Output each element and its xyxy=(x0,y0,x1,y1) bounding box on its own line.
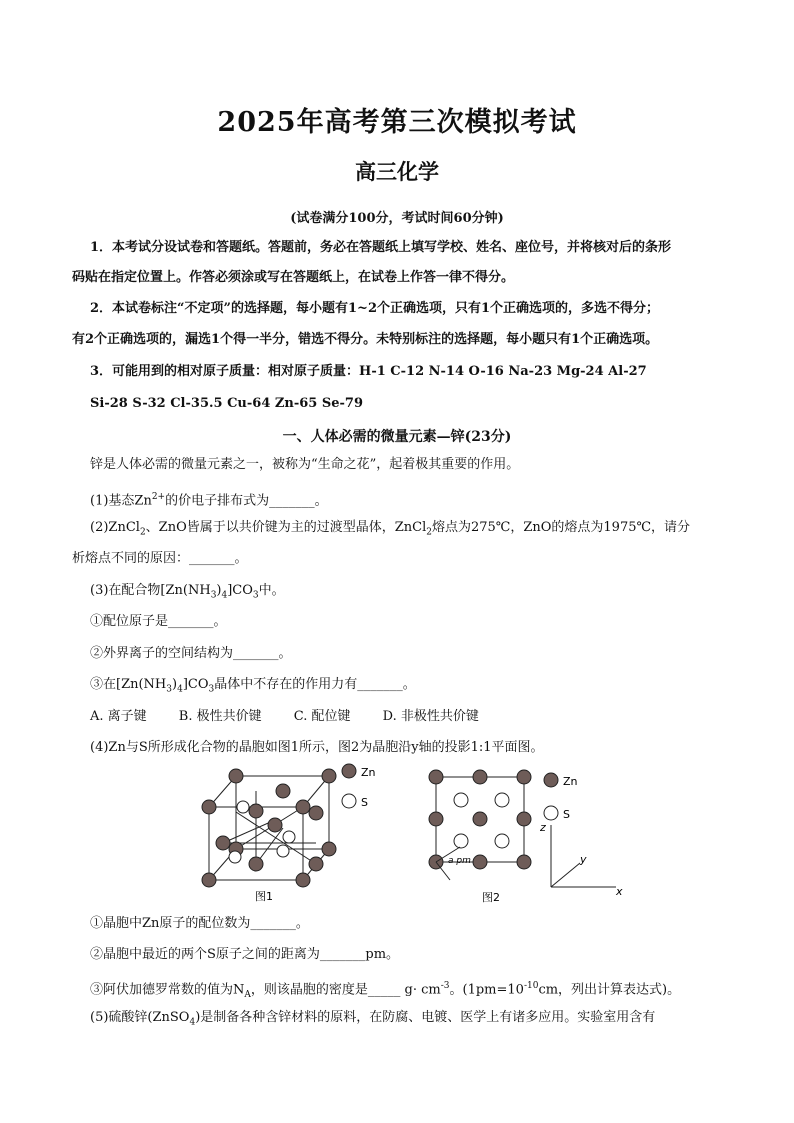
legend-zn-label: Zn xyxy=(563,775,578,788)
zn-atom xyxy=(296,873,310,887)
option-c[interactable]: C. 配位键 xyxy=(293,709,351,724)
exam-title: 2025年高考第三次模拟考试 xyxy=(217,107,577,138)
q2-part1: (2)ZnCl xyxy=(90,520,140,535)
q4c-part5: 。(1pm=10 xyxy=(449,982,524,998)
zn-atom xyxy=(249,857,263,871)
a-pm-label: a pm xyxy=(448,856,471,866)
q3-part2: ) xyxy=(216,583,222,598)
q3c-part3: ]CO xyxy=(182,677,209,692)
question-3c xyxy=(90,676,750,699)
question-5 xyxy=(90,1009,750,1032)
exam-note: (试卷满分100分，考试时间60分钟) xyxy=(290,211,504,226)
figure-1-unit-cell xyxy=(195,760,395,910)
q3-sub-a: 3 xyxy=(210,590,217,601)
zn-atom xyxy=(229,769,243,783)
section-heading: 一、人体必需的微量元素—锌(23分) xyxy=(282,429,512,445)
intro-text: 锌是人体必需的微量元素之一，被称为“生命之花”，起着极其重要的作用。 xyxy=(90,457,520,472)
question-1 xyxy=(90,488,750,510)
q4c-sup-a: -3 xyxy=(440,981,450,991)
legend-zn-atom xyxy=(342,764,356,778)
zn-atom xyxy=(517,770,531,784)
question-4a: ①晶胞中Zn原子的配位数为_______。 xyxy=(90,916,309,931)
q3-sub-c: 3 xyxy=(252,590,259,601)
legend-s-atom xyxy=(342,794,356,808)
q4c-sup-b: -10 xyxy=(523,981,539,991)
zn-atom xyxy=(268,818,282,832)
question-3a: ①配位原子是_______。 xyxy=(90,614,227,629)
q3-sub-b: 4 xyxy=(221,590,228,601)
question-4: (4)Zn与S所形成化合物的晶胞如图1所示，图2为晶胞沿y轴的投影1:1平面图。 xyxy=(90,740,544,755)
instruction-1a: 1．本考试分设试卷和答题纸。答题前，务必在答题纸上填写学校、姓名、座位号，并将核对后的条形 xyxy=(90,240,672,255)
zn-atom xyxy=(473,855,487,869)
q1-post: 的价电子排布式为_______。 xyxy=(165,493,328,509)
zn-atom xyxy=(276,784,290,798)
q1-pre: (1)基态Zn xyxy=(90,493,152,509)
axis-z-label: z xyxy=(540,821,546,834)
zn-atom xyxy=(309,806,323,820)
q2-part2: 、ZnO皆属于以共价键为主的过渡型晶体，ZnCl xyxy=(145,520,427,535)
legend-s-atom xyxy=(544,806,558,820)
option-d[interactable]: D. 非极性共价键 xyxy=(382,709,479,724)
axis-y-label: y xyxy=(580,853,587,866)
figure-2-caption: 图2 xyxy=(482,891,500,904)
q4c-part7: cm，列出计算表达式)。 xyxy=(538,982,681,998)
zn-atom xyxy=(296,800,310,814)
question-3b: ②外界离子的空间结构为_______。 xyxy=(90,646,292,661)
q5-part2: )是制备各种含锌材料的原料，在防腐、电镀、医学上有诸多应用。实验室用含有 xyxy=(195,1010,656,1025)
figure-1-caption: 图1 xyxy=(255,890,273,903)
q3-part4: 中。 xyxy=(258,583,285,598)
zn-atom xyxy=(517,855,531,869)
option-b[interactable]: B. 极性共价键 xyxy=(178,709,262,724)
q3-part1: (3)在配合物[Zn(NH xyxy=(90,583,211,598)
s-atom xyxy=(454,793,468,807)
question-3 xyxy=(90,582,750,605)
q1-sup: 2+ xyxy=(151,492,166,502)
zn-atom xyxy=(517,812,531,826)
instruction-1b: 码贴在指定位置上。作答必须涂或写在答题纸上，在试卷上作答一律不得分。 xyxy=(72,270,515,285)
instruction-3a: 3．可能用到的相对原子质量：相对原子质量：H-1 C-12 N-14 O-16 Na-23 Mg-24 Al-27 xyxy=(90,364,647,379)
zn-atom xyxy=(322,769,336,783)
s-atom xyxy=(229,851,241,863)
axis-x-label: x xyxy=(616,885,623,898)
zn-atom xyxy=(429,770,443,784)
question-2b: 析熔点不同的原因：_______。 xyxy=(72,551,248,566)
q3c-sub-c: 3 xyxy=(208,684,215,695)
zn-atom xyxy=(473,770,487,784)
q3-part3: ]CO xyxy=(227,583,253,598)
exam-subtitle: 高三化学 xyxy=(355,159,439,184)
question-3c-options xyxy=(90,708,750,726)
q5-part1: (5)硫酸锌(ZnSO xyxy=(90,1010,190,1025)
q3c-part2: ) xyxy=(172,677,178,692)
question-4c xyxy=(90,977,750,1004)
q3c-part4: 晶体中不存在的作用力有_______。 xyxy=(214,677,416,692)
instruction-3b: Si-28 S-32 Cl-35.5 Cu-64 Zn-65 Se-79 xyxy=(90,396,363,411)
s-atom xyxy=(495,793,509,807)
q4c-part3: ，则该晶胞的密度是_____ g· cm xyxy=(250,982,441,998)
instruction-2b: 有2个正确选项的，漏选1个得一半分，错选不得分。未特别标注的选择题，每小题只有1个正确选项。 xyxy=(72,332,659,347)
zn-atom xyxy=(249,804,263,818)
q3c-sub-a: 3 xyxy=(166,684,172,695)
q4c-sub-a: A xyxy=(244,989,251,1000)
zn-atom xyxy=(216,836,230,850)
zn-atom xyxy=(322,842,336,856)
q5-sub: 4 xyxy=(189,1017,196,1028)
question-2a xyxy=(90,519,750,542)
q2-sub-b: 2 xyxy=(426,527,432,538)
legend-s-label: S xyxy=(563,808,570,821)
legend-s-label: S xyxy=(361,796,368,809)
instruction-2a: 2．本试卷标注“不定项”的选择题，每小题有1~2个正确选项，只有1个正确选项的，多选不得分； xyxy=(90,301,660,316)
legend-zn-label: Zn xyxy=(361,766,376,779)
zn-atom xyxy=(473,812,487,826)
q3c-sub-b: 4 xyxy=(177,684,183,695)
s-atom xyxy=(454,834,468,848)
question-4b: ②晶胞中最近的两个S原子之间的距离为_______pm。 xyxy=(90,947,400,962)
q3c-part1: ③在[Zn(NH xyxy=(90,677,167,692)
s-atom xyxy=(237,801,249,813)
q2-part3: 熔点为275℃，ZnO的熔点为1975℃，请分 xyxy=(431,520,691,535)
zn-atom xyxy=(202,800,216,814)
zn-atom xyxy=(429,812,443,826)
zn-atom xyxy=(202,873,216,887)
legend-zn-atom xyxy=(544,773,558,787)
s-atom xyxy=(283,831,295,843)
s-atom xyxy=(495,834,509,848)
figure-2-projection xyxy=(420,765,630,910)
q2-sub-a: 2 xyxy=(139,527,146,538)
q4c-part1: ③阿伏加德罗常数的值为N xyxy=(90,982,245,998)
s-atom xyxy=(277,845,289,857)
option-a[interactable]: A. 离子键 xyxy=(90,709,147,724)
zn-atom xyxy=(309,857,323,871)
